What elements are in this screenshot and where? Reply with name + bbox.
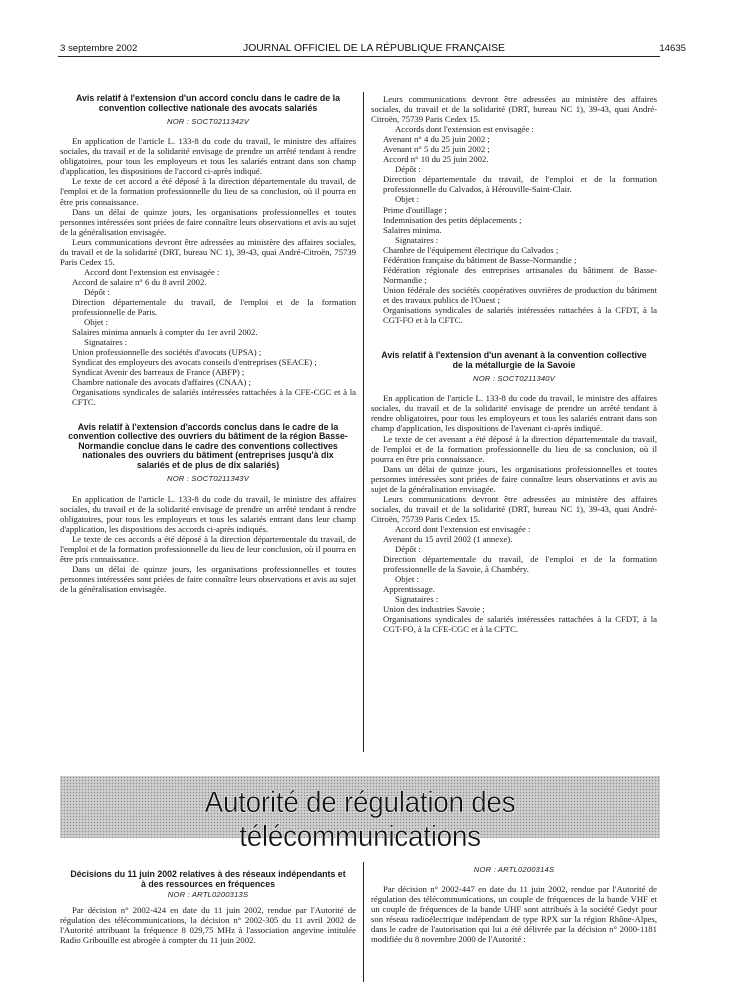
signataire-item: Fédération régionale des entreprises artisanales du bâtiment de Basse-Normandie ; xyxy=(383,264,657,285)
left-column xyxy=(60,94,356,594)
signataire-item: Organisations syndicales de salariés intéressées rattachées à la CFE-CGC et à la CFTC. xyxy=(72,387,356,408)
decision-reseaux xyxy=(60,870,356,945)
section-title: Autorité de régulation des télécommunications xyxy=(204,786,516,853)
section-banner xyxy=(60,776,660,853)
signataire-item: Chambre de l'équipement électrique du Calvados ; xyxy=(383,244,559,255)
paragraph: Dans un délai de quinze jours, les organisations professionnelles et toutes personnes intéressées sont priées de faire connaître leurs observations et avis au sujet de la généralisation envisagée. xyxy=(60,563,356,594)
right-column xyxy=(371,94,657,634)
objet-label: Objet : xyxy=(84,317,108,328)
paragraph: Dans un délai de quinze jours, les organisations professionnelles et toutes personnes intéressées sont priées de faire connaître leurs observations et avis au sujet de la généralisation envisagée. xyxy=(60,206,356,237)
paragraph: Par décision n° 2002-447 en date du 11 juin 2002, rendue par l'Autorité de régulation des télécommunications, un couple de fréquences de la bande VHF et un couple de fréquences de la bande UHF sont attribués à la société Gedyt pour son réseau radioélectrique indépendant de type RPX sur la région Rhône-Alpes, dans le cadre de l'autorisation qui lui a été délivrée par la décision n° 2000-1181 modifiée du 8 novembre 2000 de l'Autorité : xyxy=(371,884,657,945)
paragraph: En application de l'article L. 133-8 du code du travail, le ministre des affaires sociales, du travail et de la solidarité envisage de prendre un arrêté tendant à rendre obligatoires, pour tous les employeurs et tous les salariés entrant dans leur champ d'application, les dispositions des accords ci-après indiqués. xyxy=(60,493,356,534)
signataire-item: Fédération française du bâtiment de Basse-Normandie ; xyxy=(383,254,577,265)
accord-item: Accord n° 10 du 25 juin 2002. xyxy=(383,154,489,165)
signataire-item: Organisations syndicales de salariés intéressées rattachées à la CFDT, à la CGT-FO et à la CFTC. xyxy=(383,304,657,326)
header-title: JOURNAL OFFICIEL DE LA RÉPUBLIQUE FRANÇAISE xyxy=(243,43,505,54)
avis-batiment-continued xyxy=(371,94,657,325)
paragraph: Leurs communications devront être adressées au ministère des affaires sociales, du travail et de la solidarité (DRT, bureau NC 1), 39-43, quai André-Citroën, 75739 Paris Cedex 15. xyxy=(60,236,356,267)
paragraph: Le texte de cet avenant a été déposé à la direction départementale du travail, de l'emploi et de la formation professionnelle du lieu de sa conclusion, où il pourra en être pris connaissance. xyxy=(371,433,657,464)
nor-reference: NOR : ARTL0200313S xyxy=(167,890,249,900)
objet-label: Objet : xyxy=(395,194,419,205)
objet-item: Indemnisation des petits déplacements ; xyxy=(383,214,522,225)
depot-label: Dépôt : xyxy=(395,164,421,175)
signataire-item: Union fédérale des sociétés coopératives ouvrières de production du bâtiment et des travaux publics de l'Ouest ; xyxy=(383,284,657,305)
objet-item: Salaires minima. xyxy=(383,224,442,235)
paragraph: En application de l'article L. 133-8 du code du travail, le ministre des affaires sociales, du travail et de la solidarité envisage de prendre un arrêté tendant à rendre obligatoires, pour tous les employeurs et tous les salariés entrant dans son champ d'application, les dispositions de l'accord ci-après indiqué. xyxy=(60,136,356,177)
signataire-item: Organisations syndicales de salariés intéressées rattachées à la CFDT, à la CGT-FO, à la CFE-CGC et à la CFTC. xyxy=(383,614,657,635)
signataire-item: Union des industries Savoie ; xyxy=(383,604,485,615)
signataires-label: Signataires : xyxy=(395,234,439,245)
accord-item: Avenant n° 5 du 25 juin 2002 ; xyxy=(383,144,490,155)
objet-item: Prime d'outillage ; xyxy=(383,204,447,215)
signataires-label: Signataires : xyxy=(395,594,439,605)
depot-text: Direction départementale du travail, de l'emploi et de la formation professionnelle du Calvados, à Hérouville-Saint-Clair. xyxy=(383,174,657,195)
header-page-number: 14635 xyxy=(659,43,686,54)
signataires-label: Signataires : xyxy=(84,337,128,348)
column-divider xyxy=(363,92,364,752)
signataire-item: Union professionnelle des sociétés d'avocats (UPSA) ; xyxy=(72,347,262,358)
depot-label: Dépôt : xyxy=(395,544,421,555)
avis-title: Avis relatif à l'extension d'accords conclus dans le cadre de la convention collective des ouvriers du bâtiment de la région Basse-Normandie conclue dans le cadre des conventions collectives nationales des ouvriers du bâtiment (entreprises jusqu'à dix salariés et de plus de dix salariés) xyxy=(68,421,348,470)
nor-reference: NOR : SOCT0211340V xyxy=(473,374,555,384)
depot-text: Direction départementale du travail, de l'emploi et de la formation professionnelle de la Savoie, à Chambéry. xyxy=(383,554,657,575)
objet-text: Salaires minima annuels à compter du 1er avril 2002. xyxy=(72,327,258,338)
accord-label: Accord dont l'extension est envisagée : xyxy=(84,266,220,277)
paragraph: Leurs communications devront être adressées au ministère des affaires sociales, du travail et de la solidarité (DRT, bureau NC 1), 39-43, quai André-Citroën, 75739 Paris Cedex 15. xyxy=(371,94,657,125)
objet-text: Apprentissage. xyxy=(383,584,435,595)
column-divider xyxy=(363,862,364,982)
header-date: 3 septembre 2002 xyxy=(60,43,138,54)
signataire-item: Syndicat Avenir des barreaux de France (ABFP) ; xyxy=(72,367,245,378)
paragraph: Le texte de cet accord a été déposé à la direction départementale du travail, de l'emploi et de la formation professionnelle du lieu de sa conclusion, où il pourra en être pris connaissance. xyxy=(60,176,356,207)
avis-title: Avis relatif à l'extension d'un avenant à la convention collective de la métallurgie de la Savoie xyxy=(381,350,647,370)
paragraph: Dans un délai de quinze jours, les organisations professionnelles et toutes personnes intéressées sont priées de faire connaître leurs observations et avis au sujet de la généralisation envisagée. xyxy=(371,463,657,494)
depot-text: Direction départementale du travail, de l'emploi et de la formation professionnelle de Paris. xyxy=(72,296,356,318)
paragraph: En application de l'article L. 133-8 du code du travail, le ministre des affaires sociales, du travail et de la solidarité envisage de prendre un arrêté tendant à rendre obligatoires, pour tous les employeurs et tous les salariés entrant dans son champ d'application, les dispositions de l'avenant ci-après indiqué. xyxy=(371,393,657,434)
nor-reference: NOR : ARTL0200314S xyxy=(473,865,555,874)
paragraph: Le texte de ces accords a été déposé à la direction départementale du travail, de l'emploi et de la formation professionnelle du lieu de leur conclusion, où il pourra en être pris connaissance. xyxy=(60,533,356,564)
decision-gedyt xyxy=(371,865,657,944)
paragraph: Par décision n° 2002-424 en date du 11 juin 2002, rendue par l'Autorité de régulation des télécommunications, la décision n° 2002-305 du 11 avril 2002 de l'Autorité attribuant la fréquence 8 029,75 MHz à l'association angevine intitulée Radio Gribouille est abrogée à compter du 11 juin 2002. xyxy=(60,905,356,946)
paragraph: Leurs communications devront être adressées au ministère des affaires sociales, du travail et de la solidarité (DRT, bureau NC 1), 39-43, quai André-Citroën, 75739 Paris Cedex 15. xyxy=(371,493,657,524)
avis-title: Avis relatif à l'extension d'un accord conclu dans le cadre de la convention collective nationale des avocats salariés xyxy=(76,93,340,113)
accord-item: Avenant du 15 avril 2002 (1 annexe). xyxy=(383,533,513,544)
header-rule xyxy=(58,56,660,57)
nor-reference: NOR : SOCT0211343V xyxy=(167,474,249,484)
accord-label: Accord dont l'extension est envisagée : xyxy=(395,523,531,534)
accords-label: Accords dont l'extension est envisagée : xyxy=(395,124,534,135)
objet-label: Objet : xyxy=(395,574,419,585)
avis-batiment xyxy=(60,423,356,594)
accord-item: Avenant n° 4 du 25 juin 2002 ; xyxy=(383,134,490,145)
signataire-item: Chambre nationale des avocats d'affaires (CNAA) ; xyxy=(72,377,251,388)
accord-item: Accord de salaire n° 6 du 8 avril 2002. xyxy=(72,276,207,287)
nor-reference: NOR : SOCT0211342V xyxy=(167,117,249,127)
avis-avocats xyxy=(60,94,356,408)
decision-title: Décisions du 11 juin 2002 relatives à des réseaux indépendants et à des ressources en fréquences xyxy=(70,869,346,889)
depot-label: Dépôt : xyxy=(84,286,110,297)
avis-metallurgie xyxy=(371,351,657,634)
signataire-item: Syndicat des employeurs des avocats conseils d'entreprises (SEACE) ; xyxy=(72,357,317,368)
